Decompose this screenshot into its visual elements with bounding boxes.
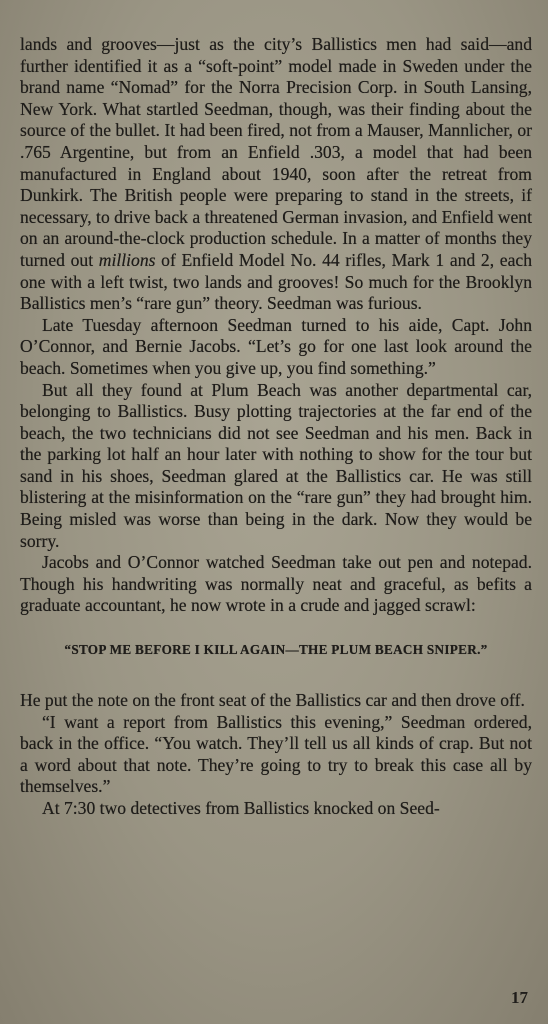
paragraph-text-part: of Enfield Model No. 44 rifles, Mark 1 and 2, each one with a left twist, two lands and grooves! So much for the Brooklyn Ballistics men’s “rare gun” theory. Seedman was furious. — [20, 249, 532, 314]
paragraph-plum-beach: But all they found at Plum Beach was another departmental car, belonging to Ballistics. Busy plotting trajectories at the far end of the beach, the two technicians did not see Seedman and his men. Back in the parking lot half an hour later with nothing to show for the tour but sand in his shoes, Seedman glared at the Ballistics car. He was still blistering at the misinformation on the “rare gun” they had brought him. Being misled was worse than being in the dark. Now they would be sorry. — [20, 379, 532, 551]
paragraph-last-look: Late Tuesday afternoon Seedman turned to his aide, Capt. John O’Connor, and Bernie Jacobs. “Let’s go for one last look around the beach. Sometimes when you give up, you find something.” — [20, 314, 532, 378]
paragraph-ballistics-finding — [20, 34, 532, 315]
paragraph-report-order: “I want a report from Ballistics this evening,” Seedman ordered, back in the office. “You watch. They’ll tell us all kinds of crap. But not a word about that note. They’re going to try to break this case all by themselves.” — [20, 711, 532, 797]
page-number: 17 — [511, 988, 528, 1007]
sniper-note-quote: “STOP ME BEFORE I KILL AGAIN—THE PLUM BEACH SNIPER.” — [64, 642, 488, 658]
paragraph-detectives-knock: At 7:30 two detectives from Ballistics knocked on Seed- — [42, 798, 440, 818]
emphasized-word: millions — [98, 249, 156, 270]
paragraph-text-part: lands and grooves—just as the city’s Ballistics men had said—and further identified it as a “soft-point” model made in Sweden under the brand name “Nomad” for the Norra Precision Corp. in South Lansing, New York. What startled Seedman, though, was their finding about the source of the bullet. It had been fired, not from a Mauser, Mannlicher, or .765 Argentine, but from an Enfield .303, a model that had been manufactured in England about 1940, soon after the retreat from Dunkirk. The British people were preparing to stand in the streets, if necessary, to drive back a threatened German invasion, and Enfield went on an around-the-clock production schedule. In a matter of months they turned out — [20, 34, 532, 270]
paragraph-notepad: Jacobs and O’Connor watched Seedman take out pen and notepad. Though his handwriting was normally neat and graceful, as befits a graduate accountant, he now wrote in a crude and jagged scrawl: — [20, 552, 532, 616]
paragraph-note-on-seat: He put the note on the front seat of the Ballistics car and then drove off. — [20, 690, 525, 711]
